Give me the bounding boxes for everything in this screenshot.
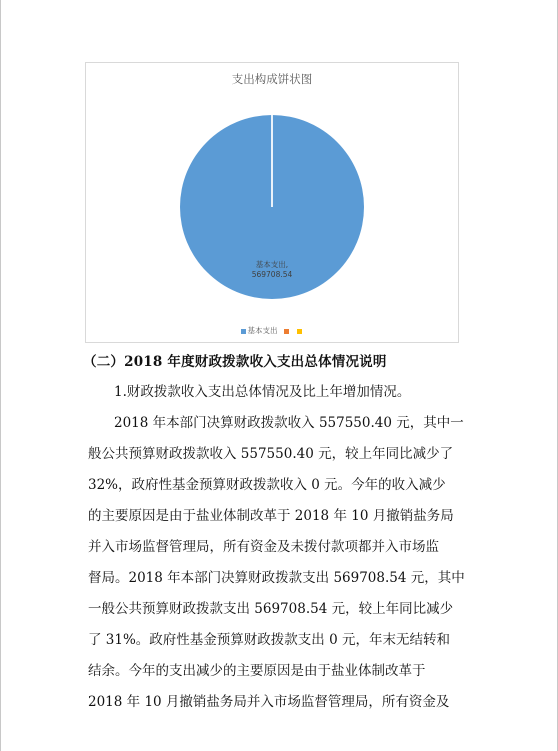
legend-item-2 (297, 326, 304, 335)
pie-data-label-category: 基本支出, (255, 260, 289, 269)
paragraph-line-6: 并入市场监督管理局，所有资金及未拨付款项都并入市场监 (88, 539, 439, 555)
legend-item-1 (284, 326, 291, 335)
legend-item-0 (241, 325, 278, 336)
legend-swatch-2 (297, 329, 302, 334)
paragraph-line-3: 般公共预算财政拨款收入 557550.40 元，较上年同比减少了 (88, 446, 454, 462)
legend-swatch-0 (241, 329, 246, 334)
page-left-edge (0, 0, 1, 751)
paragraph-line-2: 2018 年本部门决算财政拨款收入 557550.40 元，其中一 (114, 415, 464, 431)
paragraph-line-8: 一般公共预算财政拨款支出 569708.54 元，较上年同比减少 (88, 601, 454, 617)
paragraph-line-9: 了 31%。政府性基金预算财政拨款支出 0 元，年末无结转和 (88, 632, 450, 648)
pie-plot-area (86, 63, 458, 342)
paragraph-line-11: 2018 年 10 月撤销盐务局并入市场监督管理局，所有资金及 (88, 694, 450, 710)
legend-label-0: 基本支出 (247, 326, 278, 335)
section-heading: （二）2018 年度财政拨款收入支出总体情况说明 (83, 354, 387, 370)
legend-swatch-1 (284, 329, 289, 334)
paragraph-line-7: 督局。2018 年本部门决算财政拨款支出 569708.54 元，其中 (88, 570, 465, 586)
chart-title: 支出构成饼状图 (231, 72, 313, 86)
paragraph-line-4: 32%，政府性基金预算财政拨款收入 0 元。今年的收入减少 (88, 477, 446, 493)
chart-legend (86, 325, 458, 336)
paragraph-line-1: 1.财政拨款收入支出总体情况及比上年增加情况。 (114, 384, 411, 400)
paragraph-line-5: 的主要原因是由于盐业体制改革于 2018 年 10 月撤销盐务局 (88, 508, 454, 524)
pie-data-label-value: 569708.54 (251, 270, 293, 279)
pie-chart (85, 62, 459, 343)
paragraph-line-10: 结余。今年的支出减少的主要原因是由于盐业体制改革于 (88, 663, 426, 679)
